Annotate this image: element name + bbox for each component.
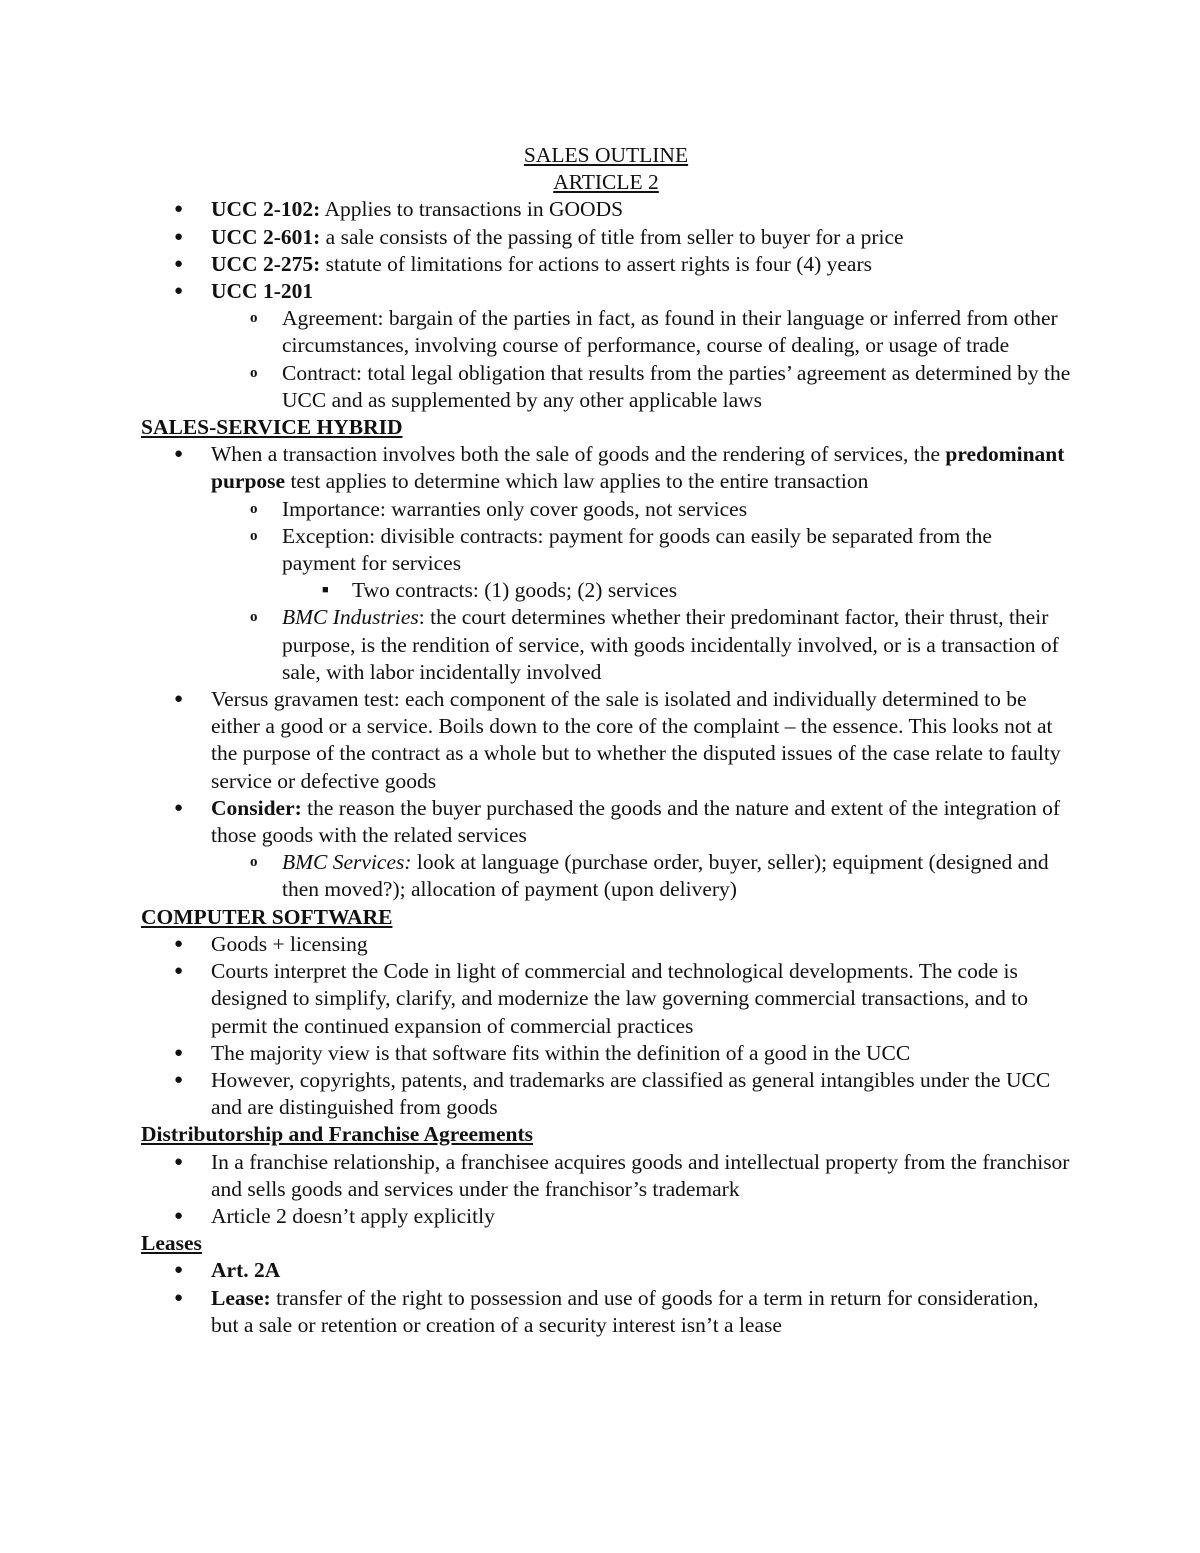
list-item: ● Art. 2A: [141, 1257, 1071, 1284]
circle-bullet-icon: o: [250, 609, 258, 626]
software-list: [141, 931, 1071, 1121]
bullet-icon: ●: [174, 283, 184, 300]
bullet-icon: ●: [174, 963, 184, 980]
list-item: ● UCC 2-275: statute of limitations for actions to assert rights is four (4) years: [141, 251, 1071, 278]
bullet-icon: ●: [174, 935, 184, 952]
section-heading-distributorship: Distributorship and Franchise Agreements: [141, 1122, 533, 1147]
section-heading-hybrid: SALES-SERVICE HYBRID: [141, 415, 403, 440]
bullet-icon: ●: [174, 255, 184, 272]
list-item: ● UCC 2-601: a sale consists of the passing of title from seller to buyer for a price: [141, 224, 1071, 251]
circle-bullet-icon: o: [250, 500, 258, 517]
sub-list-item: o BMC Services: look at language (purchase order, buyer, seller); equipment (designed and then moved?); allocation of payment (upon delivery): [250, 850, 1049, 902]
circle-bullet-icon: o: [250, 527, 258, 544]
sub-list-item: o Contract: total legal obligation that results from the parties’ agreement as determined by the UCC and as supplemented by any other applicable laws: [250, 360, 1071, 412]
hybrid-list: [141, 441, 1071, 903]
list-item: ● Article 2 doesn’t apply explicitly: [141, 1203, 1071, 1230]
list-item: ● UCC 2-102: Applies to transactions in GOODS: [141, 196, 1071, 223]
sub-list-item: o BMC Industries: the court determines whether their predominant factor, their thrust, their purpose, is the rendition of service, with goods incidentally involved, or is a transaction of sale, with labor incidentally involved: [250, 605, 1059, 684]
bullet-icon: ●: [174, 228, 184, 245]
bullet-icon: ●: [174, 799, 184, 816]
list-item: ● When a transaction involves both the sale of goods and the rendering of services, the predominant purpose test applies to determine which law applies to the entire transaction: [174, 442, 1065, 494]
list-item: ● Goods + licensing: [141, 931, 1071, 958]
document-title: SALES OUTLINE: [523, 143, 689, 167]
list-item: ● Courts interpret the Code in light of commercial and technological developments. The code is designed to simplify, clarify, and modernize the law governing commercial transactions, and to permit the continued expansion of commercial practices: [174, 959, 1028, 1038]
bullet-icon: ●: [174, 201, 184, 218]
list-item: ● Versus gravamen test: each component of the sale is isolated and individually determined to be either a good or a service. Boils down to the core of the complaint – the essence. This looks not at the purpose of the contract as a whole but to whether the disputed issues of the case relate to faulty service or defective goods: [174, 687, 1061, 793]
distributorship-list: [141, 1149, 1071, 1231]
circle-bullet-icon: o: [250, 364, 258, 381]
bullet-icon: ●: [174, 1071, 184, 1088]
bullet-icon: ●: [174, 1044, 184, 1061]
bullet-icon: ●: [174, 1207, 184, 1224]
sub-list-item: o Importance: warranties only cover goods, not services: [141, 496, 1071, 523]
circle-bullet-icon: o: [250, 854, 258, 871]
section-heading-software: COMPUTER SOFTWARE: [141, 904, 393, 929]
list-item: ● However, copyrights, patents, and trademarks are classified as general intangibles under the UCC and are distinguished from goods: [174, 1067, 1051, 1120]
sub-list-item: o Exception: divisible contracts: payment for goods can easily be separated from the payment for services: [250, 523, 992, 576]
document-content: [141, 142, 1071, 1339]
leases-list: [141, 1257, 1071, 1339]
sub-list-item: o Agreement: bargain of the parties in fact, as found in their language or inferred from other circumstances, involving course of performance, course of dealing, or usage of trade: [250, 306, 1058, 358]
bullet-icon: ●: [174, 691, 184, 708]
sub-sub-list-item: ■ Two contracts: (1) goods; (2) services: [141, 577, 1071, 604]
bullet-icon: ●: [174, 446, 184, 463]
circle-bullet-icon: o: [250, 310, 258, 327]
section-heading-leases: Leases: [141, 1231, 202, 1256]
bullet-icon: ●: [174, 1153, 184, 1170]
article2-list: [141, 196, 1071, 414]
article-heading: ARTICLE 2: [553, 170, 659, 195]
list-item: ● UCC 1-201: [141, 278, 1071, 305]
list-item: ● In a franchise relationship, a franchisee acquires goods and intellectual property from the franchisor and sells goods and services under the franchisor’s trademark: [174, 1149, 1070, 1201]
list-item: ● Lease: transfer of the right to possession and use of goods for a term in return for consideration, but a sale or retention or creation of a security interest isn’t a lease: [174, 1285, 1039, 1337]
list-item: ● The majority view is that software fits within the definition of a good in the UCC: [141, 1040, 1071, 1067]
square-bullet-icon: ■: [322, 584, 329, 597]
bullet-icon: ●: [174, 1289, 184, 1306]
list-item: ● Consider: the reason the buyer purchased the goods and the nature and extent of the integration of those goods with the related services: [174, 795, 1060, 848]
bullet-icon: ●: [174, 1262, 184, 1279]
